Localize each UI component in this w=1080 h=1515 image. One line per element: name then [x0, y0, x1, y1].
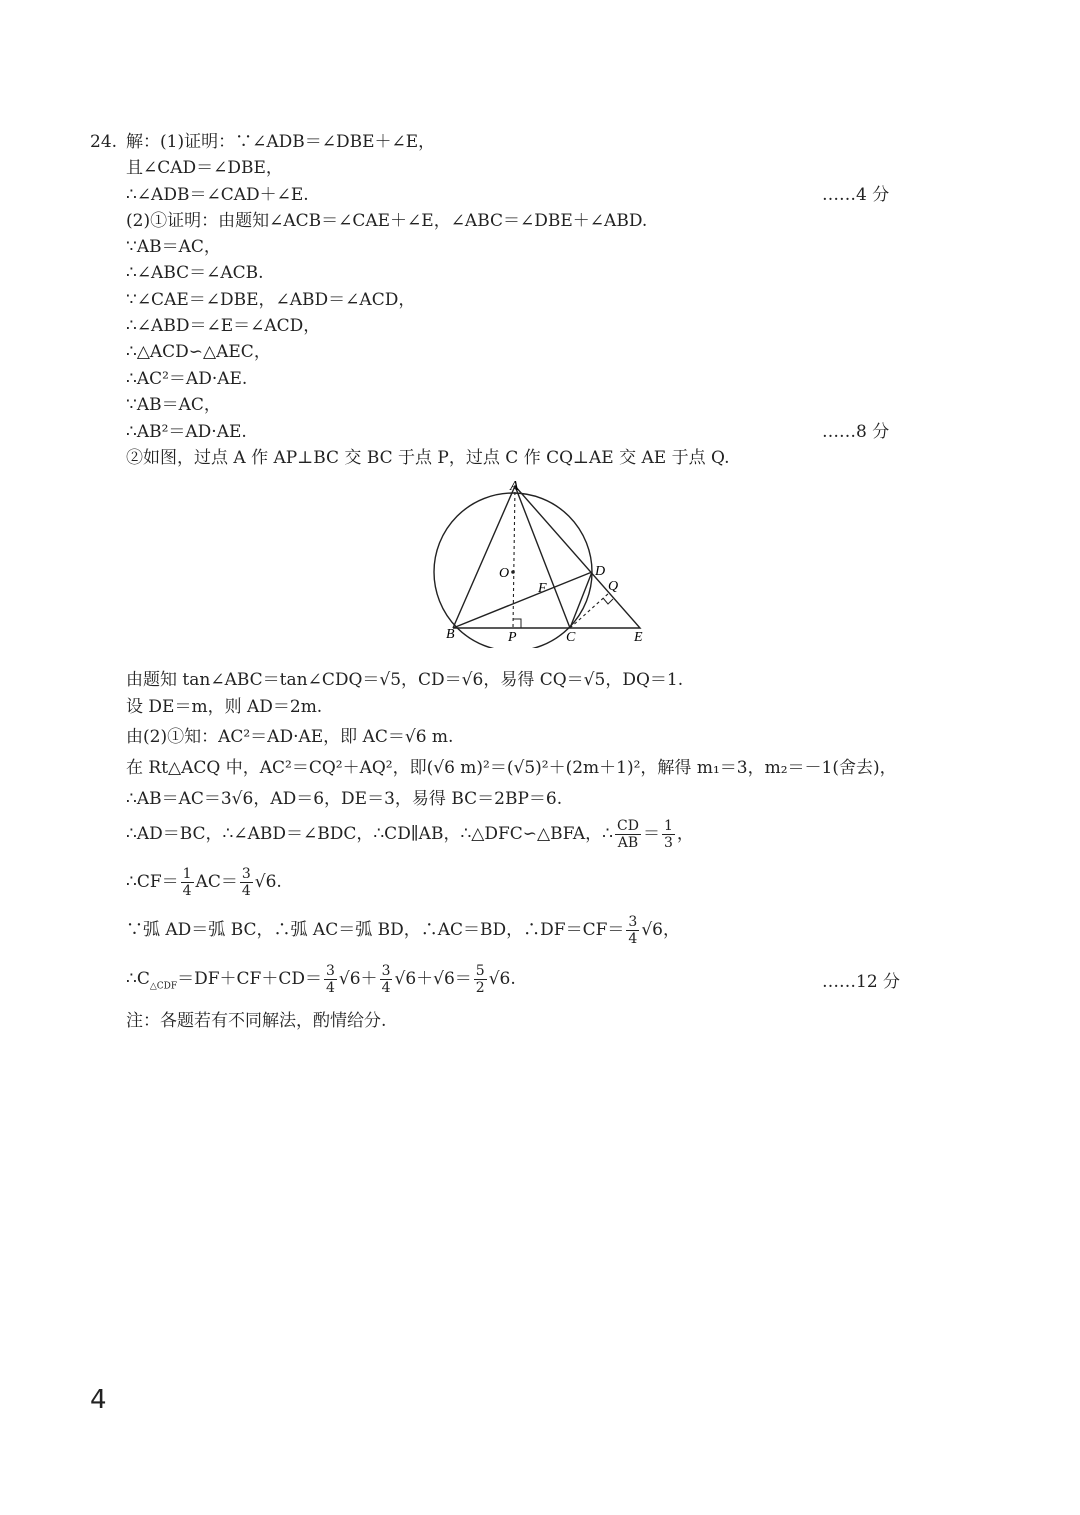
note-line: 注：各题若有不同解法，酌情给分. [126, 1011, 387, 1031]
label-d: D [595, 564, 606, 579]
label-f: F [538, 581, 547, 596]
solution-line: ∴∠ABD＝∠E＝∠ACD， [126, 316, 321, 336]
label-b: B [446, 627, 455, 642]
solution-line: $\therefore C_{\triangle CDF}=DF+CF+CD=$ $\frac{3}{4}$ √6＋ $\frac{3}{4}$ √6＋√6＝ $\frac{5}{2}$ √6. [126, 963, 516, 996]
score-mark: ……8 分 [822, 422, 890, 442]
solution-line: (2)①证明：由题知∠ACB＝∠CAE＋∠E，∠ABC＝∠DBE＋∠ABD. [126, 211, 648, 231]
solution-line: ∴∠ABC＝∠ACB. [126, 263, 264, 283]
score-mark: ……4 分 [822, 185, 890, 205]
solution-line: 在 Rt△ACQ 中，AC²＝CQ²＋AQ²，即(√6 m)²＝(√5)²＋(2m＋1)²，解得 m₁＝3，m₂＝－1(舍去)， [126, 758, 897, 778]
solution-line: ∴AD＝BC，∴∠ABD＝∠BDC，∴CD∥AB，∴△DFC∽△BFA，∴ $\frac{CD}{AB}$ ＝ $\frac{1}{3}$ ， [126, 818, 694, 851]
fraction: $\frac{3}{4}$ [325, 963, 335, 996]
subscript: △CDF [149, 981, 178, 992]
solution-line: 由题知 tan∠ABC＝tan∠CDQ＝√5，CD＝√6，易得 CQ＝√5，DQ＝1. [126, 670, 684, 690]
solution-line: 解：(1)证明：∵∠ADB＝∠DBE＋∠E， [126, 132, 436, 152]
solution-line: ∴AB＝AC＝3√6，AD＝6，DE＝3，易得 BC＝2BP＝6. [126, 789, 563, 809]
right-angle-q [603, 598, 613, 604]
geometry-figure [425, 478, 660, 648]
solution-line: ∴AC²＝AD·AE. [126, 369, 248, 389]
right-angle-p [513, 619, 521, 628]
solution-line: ∴∠ADB＝∠CAD＋∠E. [126, 185, 309, 205]
segment-cd [570, 572, 592, 628]
solution-line: ∴△ACD∽△AEC， [126, 342, 271, 362]
label-e: E [634, 630, 643, 645]
label-o: O [499, 566, 510, 581]
solution-line: ∵∠CAE＝∠DBE，∠ABD＝∠ACD， [126, 290, 416, 310]
score-mark: ……12 分 [822, 972, 901, 992]
solution-line: 且∠CAD＝∠DBE， [126, 158, 283, 178]
label-a: A [510, 479, 519, 494]
fraction: $\frac{1}{4}$ [182, 866, 192, 899]
label-c: C [566, 630, 576, 645]
fraction: $\frac{CD}{AB}$ [617, 818, 639, 851]
fraction: $\frac{3}{4}$ [241, 866, 251, 899]
solution-line: ∵弧 AD＝弧 BC，∴弧 AC＝弧 BD，∴AC＝BD，∴DF＝CF＝ $\frac{3}{4}$ √6， [126, 914, 680, 947]
center-point [511, 570, 515, 574]
fraction: $\frac{5}{2}$ [475, 963, 485, 996]
fraction: $\frac{3}{4}$ [381, 963, 391, 996]
solution-line: 设 DE＝m，则 AD＝2m. [126, 697, 323, 717]
line-text: ∴AD＝BC，∴∠ABD＝∠BDC，∴CD∥AB，∴△DFC∽△BFA，∴ [126, 824, 613, 844]
fraction: $\frac{1}{3}$ [663, 818, 673, 851]
page-number: 4 [90, 1385, 107, 1415]
solution-line: ∵AB＝AC， [126, 237, 221, 257]
solution-line: ∵AB＝AC， [126, 395, 221, 415]
solution-line: 由(2)①知：AC²＝AD·AE，即 AC＝√6 m. [126, 727, 454, 747]
label-p: P [508, 630, 517, 645]
label-q: Q [608, 579, 619, 594]
segment-ac [515, 486, 570, 628]
problem-number: 24. [90, 132, 118, 152]
segment-ap [513, 486, 515, 628]
fraction: $\frac{3}{4}$ [628, 914, 638, 947]
solution-line: ∴AB²＝AD·AE. [126, 422, 247, 442]
solution-line: ②如图，过点 A 作 AP⊥BC 交 BC 于点 P，过点 C 作 CQ⊥AE 交 AE 于点 Q. [126, 448, 730, 468]
triangle-abe [453, 486, 640, 628]
solution-line: ∴CF＝ $\frac{1}{4}$ AC＝ $\frac{3}{4}$ √6. [126, 866, 282, 899]
